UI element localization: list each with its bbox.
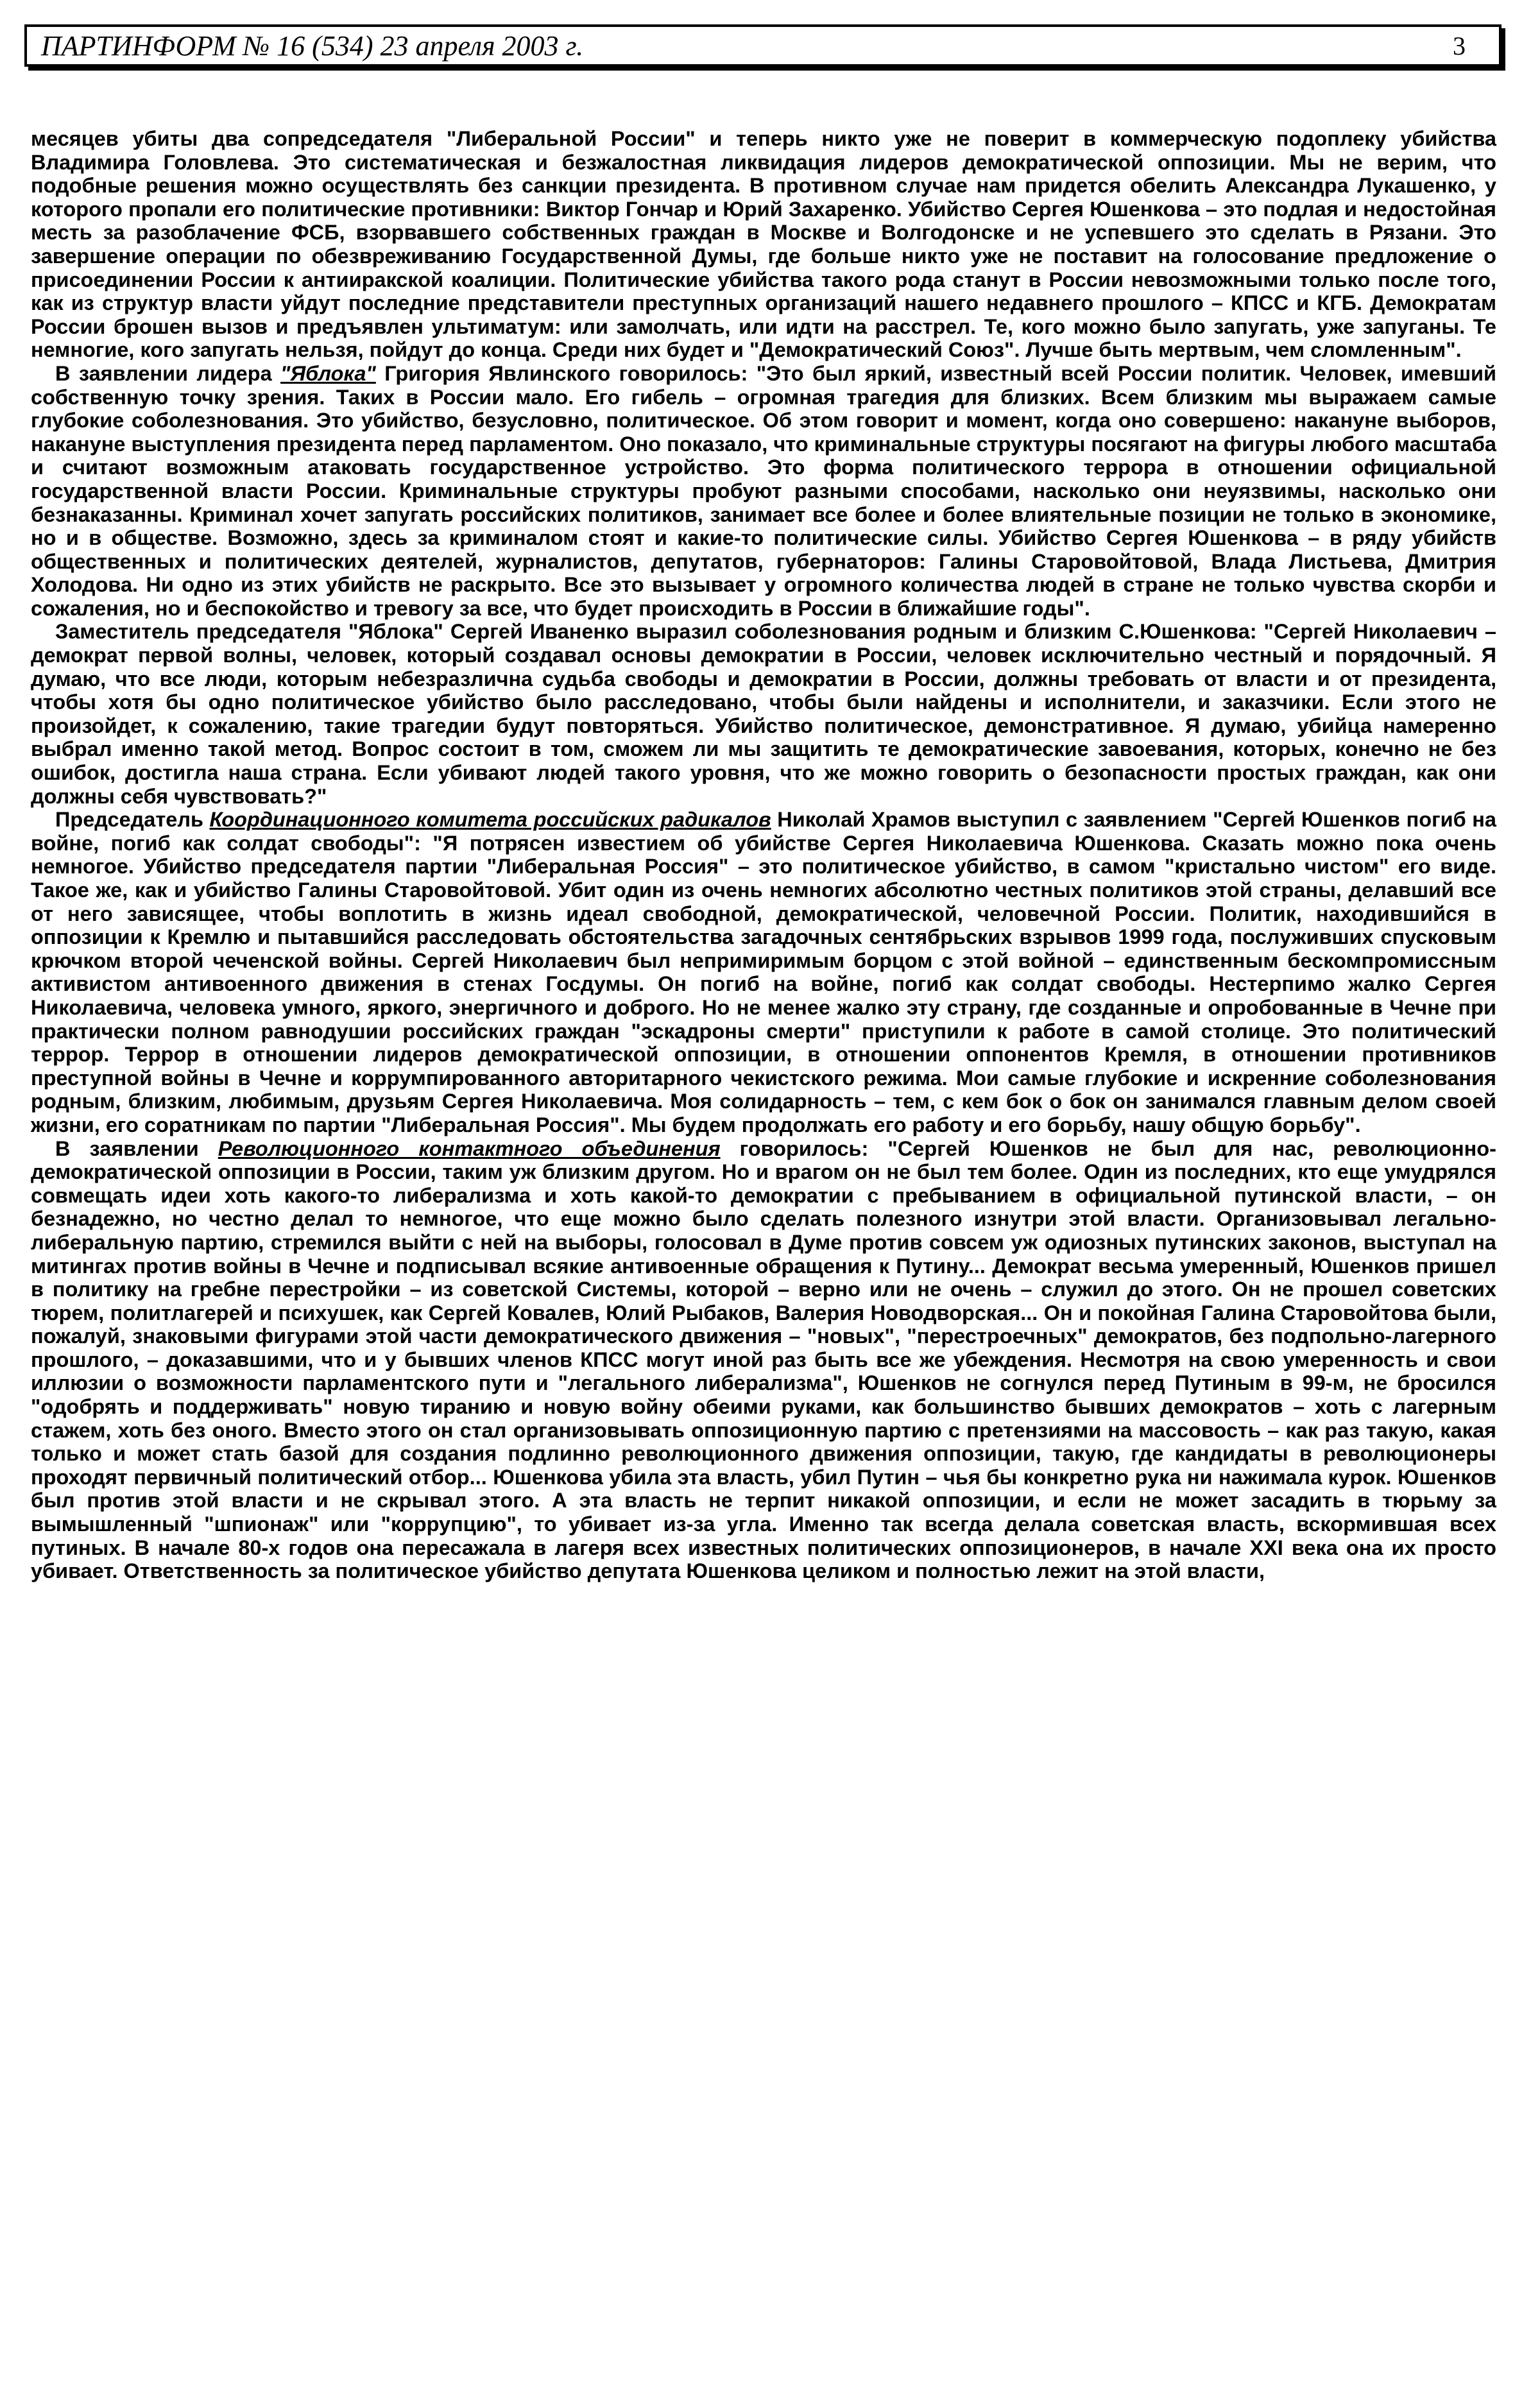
- paragraph-text: Николай Храмов выступил с заявлением "Сергей Юшенков погиб на войне, погиб как солдат свободы": "Я потрясен известием об убийстве Сергея Николаевича Юшенкова. Сказать можно пока очень немногое. Убийство председателя партии "Либеральная Россия" – это политическое убийство, в самом "кристально чистом" его виде. Такое же, как и убийство Галины Старовойтовой. Убит один из очень немногих абсолютно честных политиков этой страны, делавший все от него зависящее, чтобы воплотить в жизнь идеал свободной, демократической, человечной России. Политик, находившийся в оппозиции к Кремлю и пытавшийся расследовать обстоятельства загадочных сентябрьских взрывов 1999 года, послуживших спусковым крючком второй чеченской войны. Сергей Николаевич был непримиримым борцом с этой войной – единственным бескомпромиссным активистом антивоенного движения в стенах Госдумы. Он погиб на войне, погиб как солдат свободы. Нестерпимо жалко Сергея Николаевича, человека умного, яркого, энергичного и доброго. Но не менее жалко эту страну, где созданные и опробованные в Чечне при практически полном равнодушии российских граждан "эскадроны смерти" приступили к работе в самой столице. Это политический террор. Террор в отношении лидеров демократической оппозиции, в отношении оппонентов Кремля, в отношении противников преступной войны в Чечне и коррумпированного авторитарного чекистского режима. Мои самые глубокие и искренние соболезнования родным, близким, любимым, друзьям Сергея Николаевича. Моя солидарность – тем, с кем бок о бок он занимался главным делом своей жизни, его соратникам по партии "Либеральная Россия". Мы будем продолжать его работу и его борьбу, нашу общую борьбу".: [31, 808, 1496, 1136]
- article-body: [31, 127, 1496, 1583]
- paragraph-text: месяцев убиты два сопредседателя "Либеральной России" и теперь никто уже не поверит в коммерческую подоплеку убийства Владимира Головлева. Это систематическая и безжалостная ликвидация лидеров демократической оппозиции. Мы не верим, что подобные решения можно осуществлять без санкции президента. В противном случае нам придется обелить Александра Лукашенко, у которого пропали его политические противники: Виктор Гончар и Юрий Захаренко. Убийство Сергея Юшенкова – это подлая и недостойная месть за разоблачение ФСБ, взорвавшего собственных граждан в Москве и Волгодонске и не успевшего это сделать в Рязани. Это завершение операции по обезвреживанию Государственной Думы, где больше никто уже не поставит на голосование предложение о присоединении России к антииракской коалиции. Политические убийства такого рода станут в России невозможными только после того, как из структур власти уйдут последние представители преступных организаций нашего недавнего прошлого – КПСС и КГБ. Демократам России брошен вызов и предъявлен ультиматум: или замолчать, или идти на расстрел. Те, кого можно было запугать, уже запуганы. Те немногие, кого запугать нельзя, пойдут до конца. Среди них будет и "Демократический Союз". Лучше быть мертвым, чем сломленным".: [31, 127, 1496, 362]
- paragraph-text: говорилось: "Сергей Юшенков не был для нас, революционно-демократической оппозиции в России, таким уж близким другом. Но и врагом он не был тем более. Один из последних, кто еще умудрялся совмещать идеи хоть какого-то либерализма и хоть какой-то демократии с пребыванием в официальной путинской власти, – он безнадежно, но честно делал то немногое, что еще можно было сделать полезного изнутри этой власти. Организовывал легально-либеральную партию, стремился выйти с ней на выборы, голосовал в Думе против совсем уж одиозных путинских законов, выступал на митингах против войны в Чечне и подписывал всякие антивоенные обращения к Путину... Демократ весьма умеренный, Юшенков пришел в политику на гребне перестройки – из советской Системы, которой – верно или не очень – служил до этого. Он не прошел советских тюрем, политлагерей и психушек, как Сергей Ковалев, Юлий Рыбаков, Валерия Новодворская... Он и покойная Галина Старовойтова были, пожалуй, знаковыми фигурами этой части демократического движения – "новых", "перестроечных" демократов, без подпольно-лагерного прошлого, – доказавшими, что и у бывших членов КПСС могут иной раз быть все же убеждения. Несмотря на свою умеренность и свои иллюзии о возможности парламентского пути и "легального либерализма", Юшенков не согнулся перед Путиным в 99-м, не бросился "одобрять и поддерживать" новую тиранию и новую войну обеими руками, как большинство бывших демократов – хоть с лагерным стажем, хоть без оного. Вместо этого он стал организовывать оппозиционную партию с претензиями на массовость – как раз такую, какая только и может стать базой для создания подлинно революционного движения оппозиции, такую, где кандидаты в революционеры проходят первичный политический отбор... Юшенкова убила эта власть, убил Путин – чья бы конкретно рука ни нажимала курок. Юшенков был против этой власти и не скрывал этого. А эта власть не терпит никакой оппозиции, и если не может засадить в тюрьму за вымышленный "шпионаж" или "коррупцию", то убивает из-за угла. Именно так всегда делала советская власть, вскормившая всех путиных. В начале 80-х годов она пересажала в лагеря всех известных политических оппозиционеров, в начале XXI века она их просто убивает. Ответственность за политическое убийство депутата Юшенкова целиком и полностью лежит на этой власти,: [31, 1136, 1496, 1583]
- organization-link[interactable]: Революционного контактного объединения: [218, 1136, 721, 1160]
- paragraph: [31, 1137, 1496, 1583]
- paragraph: [31, 127, 1496, 362]
- paragraph: [31, 362, 1496, 621]
- paragraph: [31, 808, 1496, 1136]
- paragraph-text: В заявлении лидера: [55, 361, 281, 385]
- paragraph-text: Заместитель председателя "Яблока" Сергей Иваненко выразил соболезнования родным и близким С.Юшенкова: "Сергей Николаевич – демократ первой волны, человек, который создавал основы демократии в России, человек исключительно честный и порядочный. Я думаю, что все люди, которым небезразлична судьба свободы и демократии в России, должны требовать от власти и от президента, чтобы хотя бы одно политическое убийство было расследовано, чтобы были найдены и исполнители, и заказчики. Если этого не произойдет, к сожалению, такие трагедии будут повторяться. Убийство политическое, демонстративное. Я думаю, убийца намеренно выбрал именно такой метод. Вопрос состоит в том, сможем ли мы защитить те демократические завоевания, которых, конечно не без ошибок, достигла наша страна. Если убивают людей такого уровня, что же можно говорить о безопасности простых граждан, как они должны себя чувствовать?": [31, 620, 1496, 808]
- page-number: 3: [1453, 31, 1466, 60]
- paragraph-text: В заявлении: [55, 1136, 218, 1160]
- paragraph-text: Председатель: [55, 808, 210, 832]
- organization-link[interactable]: "Яблока": [280, 361, 376, 385]
- organization-link[interactable]: Координационного комитета российских радикалов: [209, 808, 771, 832]
- newspaper-header: [24, 24, 1502, 67]
- paragraph-text: Григория Явлинского говорилось: "Это был яркий, известный всей России политик. Человек, имевший собственную точку зрения. Таких в России мало. Его гибель – огромная трагедия для близких. Всем близким мы выражаем самые глубокие соболезнования. Это убийство, безусловно, политическое. Об этом говорит и момент, когда оно совершено: накануне выборов, накануне выступления президента перед парламентом. Оно показало, что криминальные структуры посягают на фигуры любого масштаба и считают возможным атаковать государственное устройство. Это форма политического террора в отношении официальной государственной власти России. Криминальные структуры пробуют разными способами, насколько они неуязвимы, насколько они безнаказанны. Криминал хочет запугать российских политиков, занимает все более и более влиятельные позиции не только в экономике, но и в обществе. Возможно, здесь за криминалом стоят и какие-то политические силы. Убийство Сергея Юшенкова – в ряду убийств общественных и политических деятелей, журналистов, депутатов, губернаторов: Галины Старовойтовой, Влада Листьева, Дмитрия Холодова. Ни одно из этих убийств не раскрыто. Все это вызывает у огромного количества людей в стране не только чувства скорби и сожаления, но и беспокойство и тревогу за все, что будет происходить в России в ближайшие годы".: [31, 361, 1497, 620]
- paragraph: [31, 620, 1496, 808]
- header-title: ПАРТИНФОРМ № 16 (534) 23 апреля 2003 г.: [41, 30, 584, 62]
